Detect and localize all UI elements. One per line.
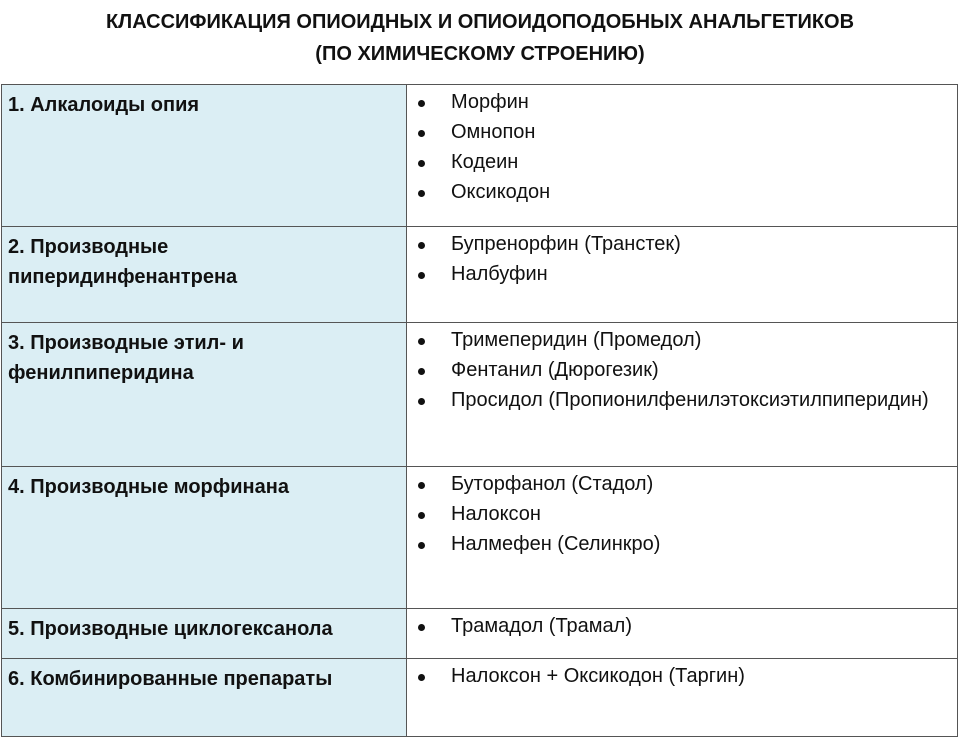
bullet-icon: [418, 190, 425, 197]
drug-name: Оксикодон: [451, 181, 551, 203]
bullet-icon: [418, 160, 425, 167]
list-item: [415, 325, 953, 355]
table-row: [2, 227, 958, 323]
list-item: [415, 469, 953, 499]
bullet-icon: [418, 242, 425, 249]
list-item: [415, 611, 953, 641]
category-cell: 2. Производные пиперидинфенантрена: [2, 227, 407, 323]
drug-name: Налбуфин: [451, 263, 548, 285]
category-cell: 1. Алкалоиды опия: [2, 85, 407, 227]
title-line-2: (ПО ХИМИЧЕСКОМУ СТРОЕНИЮ): [315, 43, 645, 65]
list-item: [415, 499, 953, 529]
list-item: [415, 177, 953, 207]
list-item: [415, 385, 953, 415]
drug-name: Кодеин: [451, 151, 519, 173]
items-cell: [407, 323, 958, 467]
list-item: [415, 87, 953, 117]
page-title: [0, 6, 960, 70]
classification-table: [1, 84, 958, 737]
items-cell: [407, 85, 958, 227]
bullet-icon: [418, 482, 425, 489]
table-row: [2, 467, 958, 609]
drug-name: Налоксон + Оксикодон (Таргин): [451, 665, 745, 687]
list-item: [415, 147, 953, 177]
bullet-icon: [418, 338, 425, 345]
drug-list: [415, 325, 953, 415]
bullet-icon: [418, 512, 425, 519]
category-cell: 5. Производные циклогексанола: [2, 609, 407, 659]
bullet-icon: [418, 398, 425, 405]
table-row: [2, 609, 958, 659]
items-cell: [407, 227, 958, 323]
drug-list: [415, 611, 953, 641]
drug-name: Трамадол (Трамал): [451, 615, 632, 637]
drug-name: Налмефен (Селинкро): [451, 533, 661, 555]
drug-list: [415, 469, 953, 559]
category-cell: 4. Производные морфинана: [2, 467, 407, 609]
bullet-icon: [418, 542, 425, 549]
drug-list: [415, 87, 953, 207]
list-item: [415, 117, 953, 147]
list-item: [415, 661, 953, 691]
bullet-icon: [418, 130, 425, 137]
bullet-icon: [418, 368, 425, 375]
drug-name: Просидол (Пропионилфенилэтоксиэтилпиперидин): [451, 389, 929, 411]
drug-name: Бупренорфин (Транстек): [451, 233, 681, 255]
drug-name: Буторфанол (Стадол): [451, 473, 654, 495]
list-item: [415, 355, 953, 385]
items-cell: [407, 609, 958, 659]
drug-name: Тримеперидин (Промедол): [451, 329, 702, 351]
list-item: [415, 259, 953, 289]
list-item: [415, 529, 953, 559]
drug-list: [415, 229, 953, 289]
table-row: [2, 659, 958, 737]
list-item: [415, 229, 953, 259]
category-cell: 6. Комбинированные препараты: [2, 659, 407, 737]
drug-list: [415, 661, 953, 691]
bullet-icon: [418, 100, 425, 107]
drug-name: Налоксон: [451, 503, 541, 525]
items-cell: [407, 467, 958, 609]
bullet-icon: [418, 674, 425, 681]
drug-name: Омнопон: [451, 121, 536, 143]
drug-name: Морфин: [451, 91, 529, 113]
table-row: [2, 323, 958, 467]
bullet-icon: [418, 272, 425, 279]
table-row: [2, 85, 958, 227]
title-line-1: КЛАССИФИКАЦИЯ ОПИОИДНЫХ И ОПИОИДОПОДОБНЫХ АНАЛЬГЕТИКОВ: [105, 11, 855, 33]
items-cell: [407, 659, 958, 737]
bullet-icon: [418, 624, 425, 631]
drug-name: Фентанил (Дюрогезик): [451, 359, 659, 381]
category-cell: 3. Производные этил- и фенилпиперидина: [2, 323, 407, 467]
